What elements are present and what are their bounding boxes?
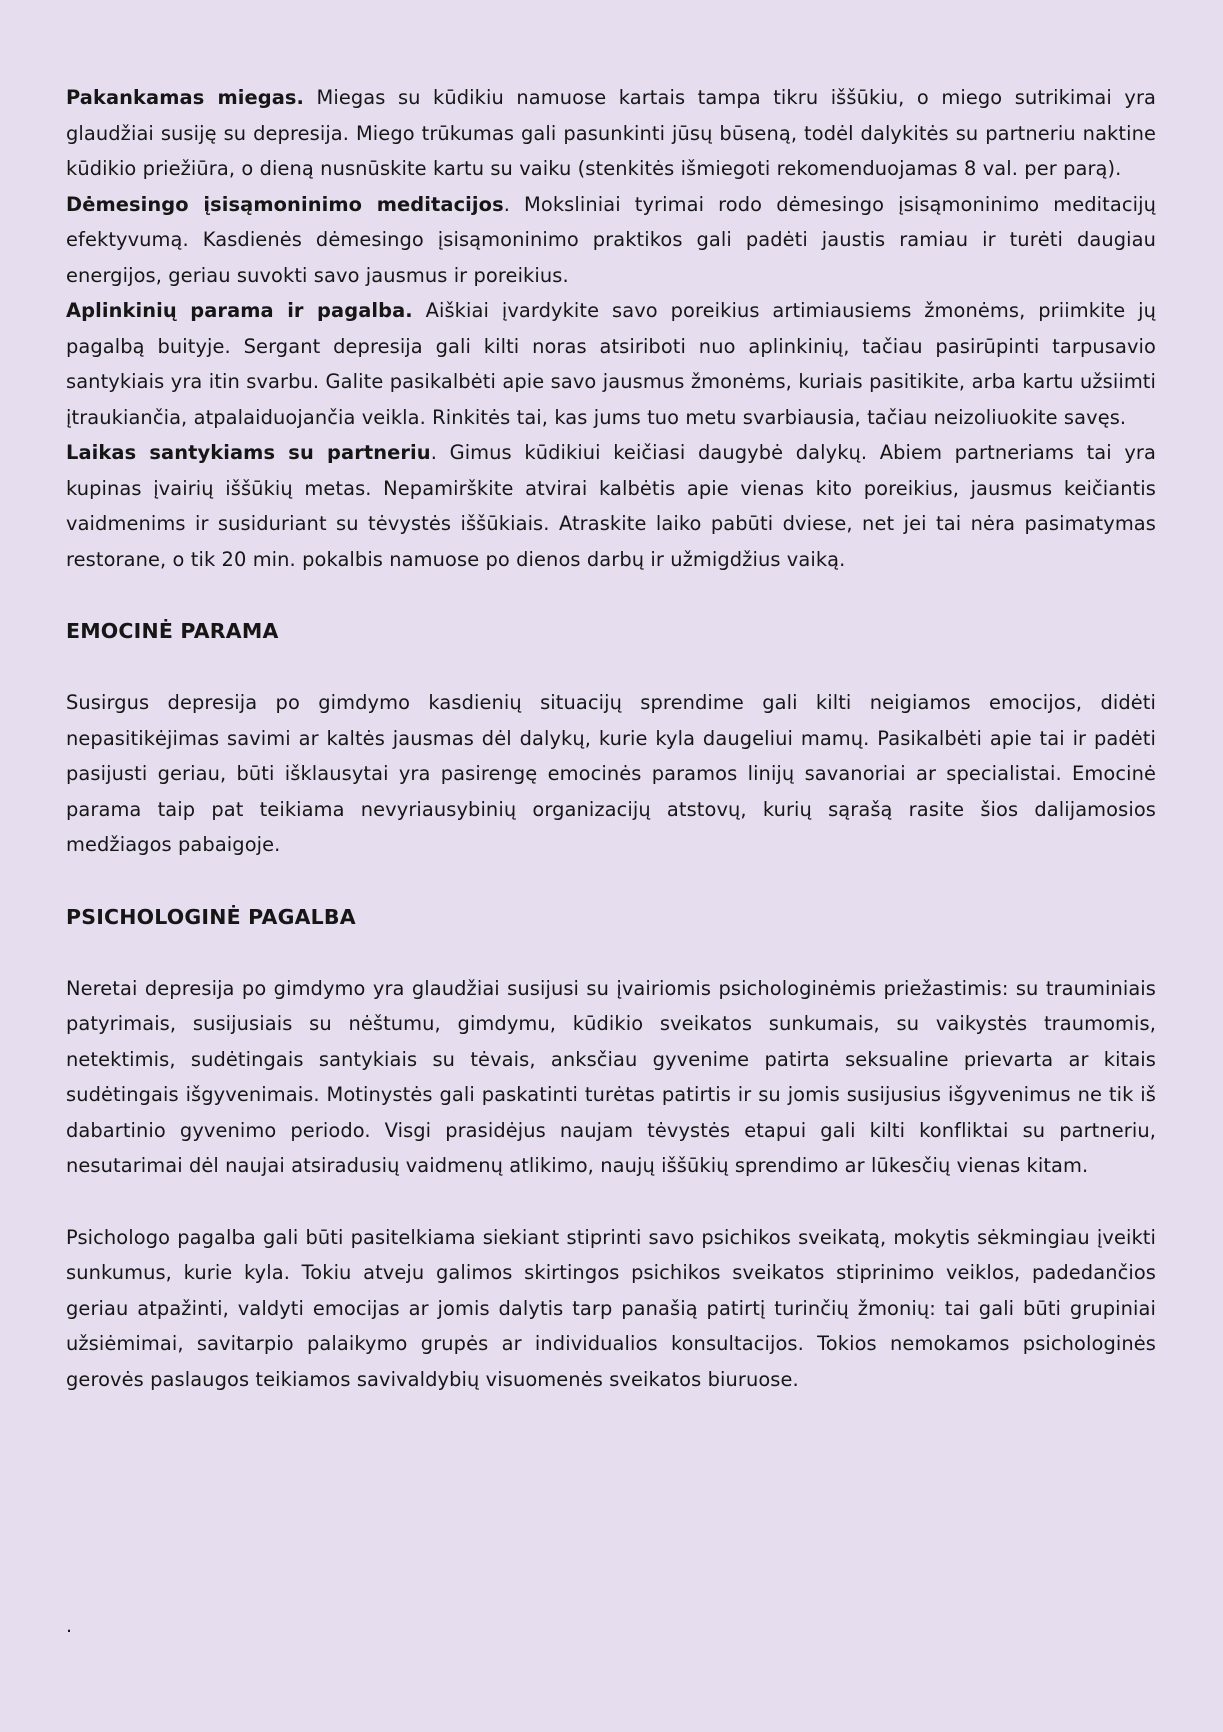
- footer-mark: .: [66, 1615, 73, 1637]
- tip-mindfulness-lead: Dėmesingo įsisąmoninimo meditacijos: [66, 192, 504, 216]
- psychological-body-2: Psichologo pagalba gali būti pasitelkiama siekiant stiprinti savo psichikos sveikatą, mokytis sėkmingiau įveikti sunkumus, kurie kyla. Tokiu atveju galimos skirtingos psichikos sveikatos stiprinimo veiklos, padedančios geriau atpažinti, valdyti emocijas ar jomis dalytis tarp panašią patirtį turinčių žmonių: tai gali būti grupiniai užsiėmimai, savitarpio palaikymo grupės ar individualios konsultacijos. Tokios nemokamos psichologinės gerovės paslaugos teikiamos savivaldybių visuomenės sveikatos biuruose.: [66, 1225, 1156, 1391]
- tip-sleep-text: Miegas su kūdikiu namuose kartais tampa tikru iššūkiu, o miego sutrikimai yra glaudžiai susiję su depresija. Miego trūkumas gali pasunkinti jūsų būseną, todėl dalykitės su partneriu naktine kūdikio priežiūra, o dieną nusnūskite kartu su vaiku (stenkitės išmiegoti rekomenduojamas 8 val. per parą).: [66, 86, 1156, 180]
- tip-partner-lead: Laikas santykiams su partneriu: [66, 441, 431, 464]
- tip-mindfulness: [66, 187, 1156, 294]
- document-page: [66, 80, 1156, 1397]
- tip-mindfulness-text: . Moksliniai tyrimai rodo dėmesingo įsisąmoninimo meditacijų efektyvumą. Kasdienės dėmesingo įsisąmoninimo praktikos gali padėti jaustis ramiau ir turėti daugiau energijos, geriau suvokti savo jausmus ir poreikius.: [66, 192, 1156, 287]
- tip-sleep-lead: Pakankamas miegas.: [66, 86, 305, 109]
- tip-support: [66, 293, 1156, 435]
- tip-support-lead: Aplinkinių parama ir pagalba.: [66, 299, 413, 322]
- tip-partner: [66, 435, 1156, 577]
- psychological-body-1: Neretai depresija po gimdymo yra glaudžiai susijusi su įvairiomis psichologinėmis priežastimis: su trauminiais patyrimais, susijusiais su nėštumu, gimdymu, kūdikio sveikatos sunkumais, su vaikystės traumomis, netektimis, sudėtingais santykiais su tėvais, anksčiau gyvenime patirta seksualine prievarta ar kitais sudėtingais išgyvenimais. Motinystės gali paskatinti turėtas patirtis ir su jomis susijusius išgyvenimus ne tik iš dabartinio gyvenimo periodo. Visgi prasidėjus naujam tėvystės etapui gali kilti konfliktai su partneriu, nesutarimai dėl naujai atsiradusių vaidmenų atlikimo, naujų iššūkių sprendimo ar lūkesčių vienas kitam.: [66, 976, 1156, 1177]
- tip-partner-text: . Gimus kūdikiui keičiasi daugybė dalykų. Abiem partneriams tai yra kupinas įvairių iššūkių metas. Nepamirškite atvirai kalbėtis apie vienas kito poreikius, jausmus keičiantis vaidmenims ir susiduriant su tėvystės iššūkiais. Atraskite laiko pabūti dviese, net jei tai nėra pasimatymas restorane, o tik 20 min. pokalbis namuose po dienos darbų ir užmigdžius vaiką.: [66, 441, 1156, 571]
- tip-support-text: Aiškiai įvardykite savo poreikius artimiausiems žmonėms, priimkite jų pagalbą buityje. Sergant depresija gali kilti noras atsiriboti nuo aplinkinių, tačiau pasirūpinti tarpusavio santykiais yra itin svarbu. Galite pasikalbėti apie savo jausmus žmonėms, kuriais pasitikite, arba kartu užsiimti įtraukiančia, atpalaiduojančia veikla. Rinkitės tai, kas jums tuo metu svarbiausia, tačiau neizoliuokite savęs.: [66, 299, 1156, 429]
- section-heading-emotional: EMOCINĖ PARAMA: [66, 619, 279, 643]
- tip-sleep: [66, 80, 1156, 187]
- section-heading-psychological: PSICHOLOGINĖ PAGALBA: [66, 904, 356, 929]
- emotional-body: Susirgus depresija po gimdymo kasdienių situacijų sprendime gali kilti neigiamos emocijos, didėti nepasitikėjimas savimi ar kaltės jausmas dėl dalykų, kurie kyla daugeliui mamų. Pasikalbėti apie tai ir padėti pasijusti geriau, būti išklausytai yra pasirengę emocinės paramos linijų savanoriai ar specialistai. Emocinė parama taip pat teikiama nevyriausybinių organizacijų atstovų, kurių sąrašą rasite šios dalijamosios medžiagos pabaigoje.: [66, 691, 1156, 856]
